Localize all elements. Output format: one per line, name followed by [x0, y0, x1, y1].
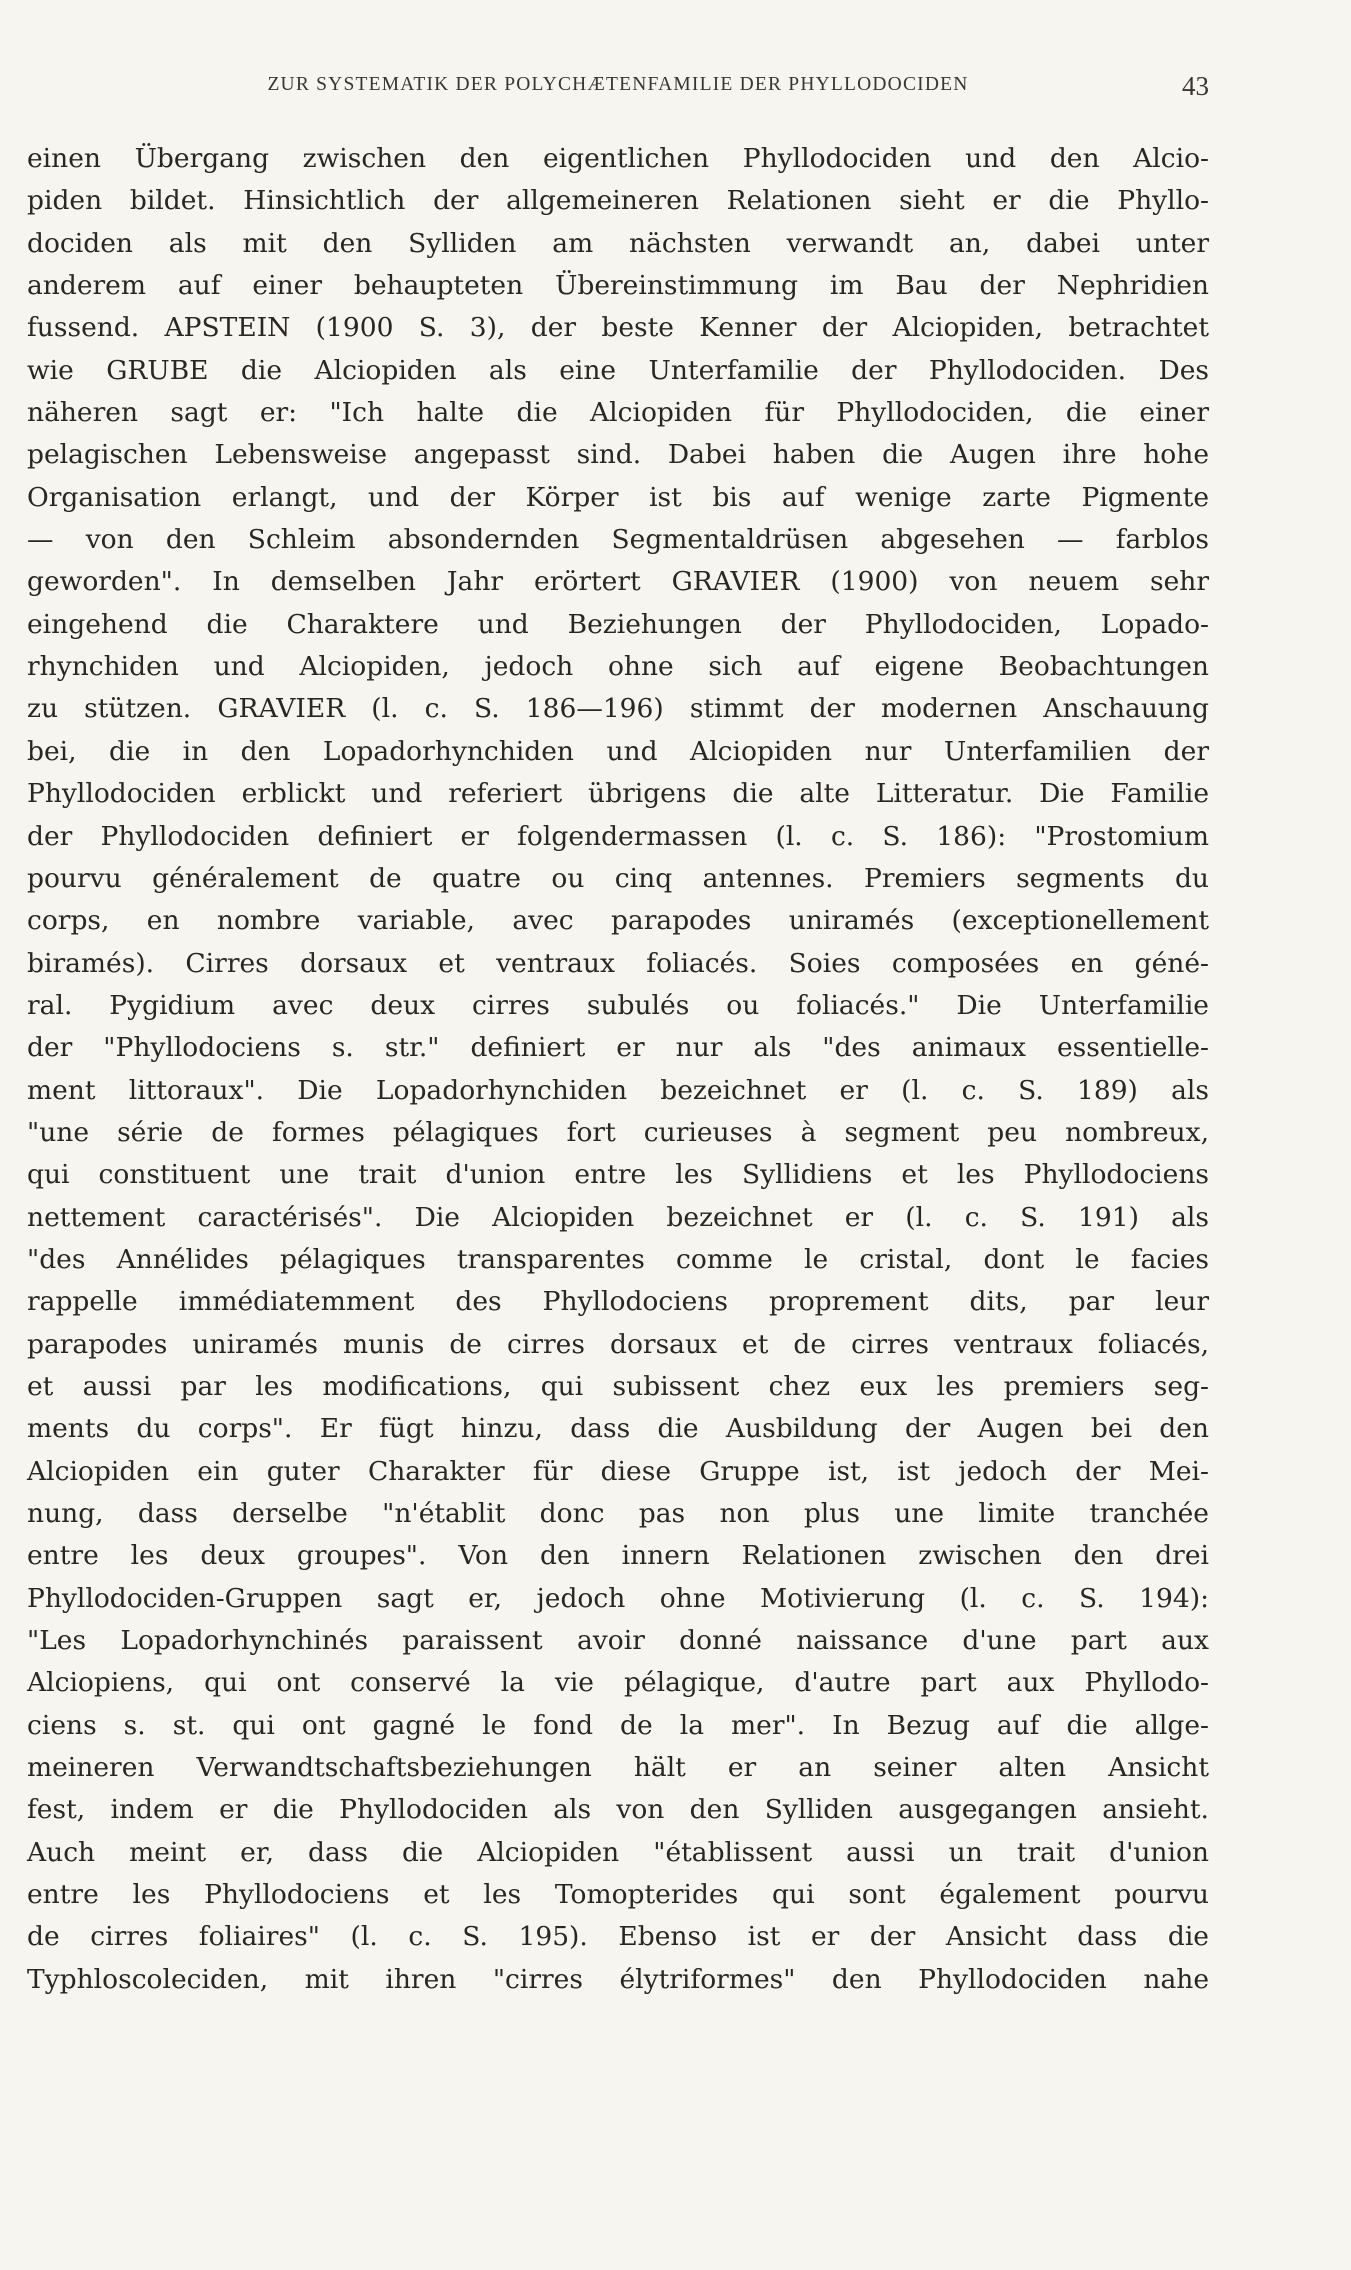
body-text: [27, 138, 1209, 2001]
text-line: ment littoraux". Die Lopadorhynchiden bezeichnet er (l. c. S. 189) als: [27, 1074, 1209, 1106]
text-line: Auch meint er, dass die Alciopiden "établissent aussi un trait d'union: [27, 1836, 1209, 1868]
text-line: nung, dass derselbe "n'établit donc pas non plus une limite tranchée: [27, 1498, 1209, 1529]
text-line: fussend. APSTEIN (1900 S. 3), der beste Kenner der Alciopiden, betrachtet: [27, 312, 1209, 344]
text-line: entre les Phyllodociens et les Tomopterides qui sont également pourvu: [27, 1879, 1209, 1911]
text-line: et aussi par les modifications, qui subissent chez eux les premiers seg-: [27, 1370, 1209, 1402]
text-line: der "Phyllodociens s. str." definiert er nur als "des animaux essentielle-: [27, 1032, 1209, 1064]
text-line: biramés). Cirres dorsaux et ventraux foliacés. Soies composées en géné-: [27, 947, 1209, 979]
text-line: Alciopiden ein guter Charakter für diese Gruppe ist, ist jedoch der Mei-: [27, 1455, 1209, 1487]
text-line: "Les Lopadorhynchinés paraissent avoir donné naissance d'une part aux: [27, 1625, 1209, 1657]
text-line: meineren Verwandtschaftsbeziehungen hält er an seiner alten Ansicht: [27, 1752, 1209, 1784]
text-line: nettement caractérisés". Die Alciopiden bezeichnet er (l. c. S. 191) als: [27, 1201, 1209, 1233]
text-line: näheren sagt er: "Ich halte die Alciopiden für Phyllodociden, die einer: [27, 397, 1209, 429]
text-line: ral. Pygidium avec deux cirres subulés ou foliacés." Die Unterfamilie: [27, 989, 1209, 1021]
text-line: eingehend die Charaktere und Beziehungen der Phyllodociden, Lopado-: [27, 608, 1209, 640]
text-line: — von den Schleim absondernden Segmentaldrüsen abgesehen — farblos: [27, 524, 1209, 556]
text-line: ciens s. st. qui ont gagné le fond de la mer". In Bezug auf die allge-: [27, 1709, 1209, 1741]
text-line: entre les deux groupes". Von den innern Relationen zwischen den drei: [27, 1540, 1209, 1572]
text-line: "des Annélides pélagiques transparentes comme le cristal, dont le facies: [27, 1243, 1209, 1275]
running-header: [27, 71, 1209, 114]
text-line: ments du corps". Er fügt hinzu, dass die Ausbildung der Augen bei den: [27, 1413, 1209, 1445]
text-line: fest, indem er die Phyllodociden als von den Sylliden ausgegangen ansieht.: [27, 1794, 1209, 1826]
text-line: Phyllodociden-Gruppen sagt er, jedoch ohne Motivierung (l. c. S. 194):: [27, 1582, 1209, 1614]
text-line: dociden als mit den Sylliden am nächsten verwandt an, dabei unter: [27, 227, 1209, 259]
text-line: rappelle immédiatemment des Phyllodociens proprement dits, par leur: [27, 1286, 1209, 1318]
running-title: ZUR SYSTEMATIK DER POLYCHÆTENFAMILIE DER PHYLLODOCIDEN: [267, 74, 969, 95]
text-line: geworden". In demselben Jahr erörtert GRAVIER (1900) von neuem sehr: [27, 566, 1209, 598]
text-line: "une série de formes pélagiques fort curieuses à segment peu nombreux,: [27, 1116, 1209, 1148]
text-line: pelagischen Lebensweise angepasst sind. Dabei haben die Augen ihre hohe: [27, 439, 1209, 471]
text-line: einen Übergang zwischen den eigentlichen Phyllodociden und den Alcio-: [27, 143, 1209, 174]
text-line: wie GRUBE die Alciopiden als eine Unterfamilie der Phyllodociden. Des: [27, 354, 1209, 386]
text-line: corps, en nombre variable, avec parapodes uniramés (exceptionellement: [27, 905, 1209, 937]
text-line: Alciopiens, qui ont conservé la vie pélagique, d'autre part aux Phyllodo-: [27, 1667, 1209, 1699]
text-line: qui constituent une trait d'union entre les Syllidiens et les Phyllodociens: [27, 1159, 1209, 1191]
text-line: bei, die in den Lopadorhynchiden und Alciopiden nur Unterfamilien der: [27, 735, 1209, 767]
text-line: piden bildet. Hinsichtlich der allgemeineren Relationen sieht er die Phyllo-: [27, 185, 1209, 217]
text-line: anderem auf einer behaupteten Übereinstimmung im Bau der Nephridien: [27, 270, 1209, 302]
text-line: zu stützen. GRAVIER (l. c. S. 186—196) stimmt der modernen Anschauung: [27, 693, 1209, 725]
page-number: 43: [1182, 71, 1209, 101]
text-line: Phyllodociden erblickt und referiert übrigens die alte Litteratur. Die Familie: [27, 778, 1209, 810]
text-line: Typhloscoleciden, mit ihren "cirres élytriformes" den Phyllodociden nahe: [27, 1963, 1209, 1995]
text-line: de cirres foliaires" (l. c. S. 195). Ebenso ist er der Ansicht dass die: [27, 1921, 1209, 1953]
text-line: parapodes uniramés munis de cirres dorsaux et de cirres ventraux foliacés,: [27, 1328, 1209, 1360]
text-line: pourvu généralement de quatre ou cinq antennes. Premiers segments du: [27, 862, 1209, 894]
text-line: Organisation erlangt, und der Körper ist bis auf wenige zarte Pigmente: [27, 481, 1209, 513]
text-line: rhynchiden und Alciopiden, jedoch ohne sich auf eigene Beobachtungen: [27, 651, 1209, 683]
text-line: der Phyllodociden definiert er folgendermassen (l. c. S. 186): "Prostomium: [27, 820, 1209, 852]
